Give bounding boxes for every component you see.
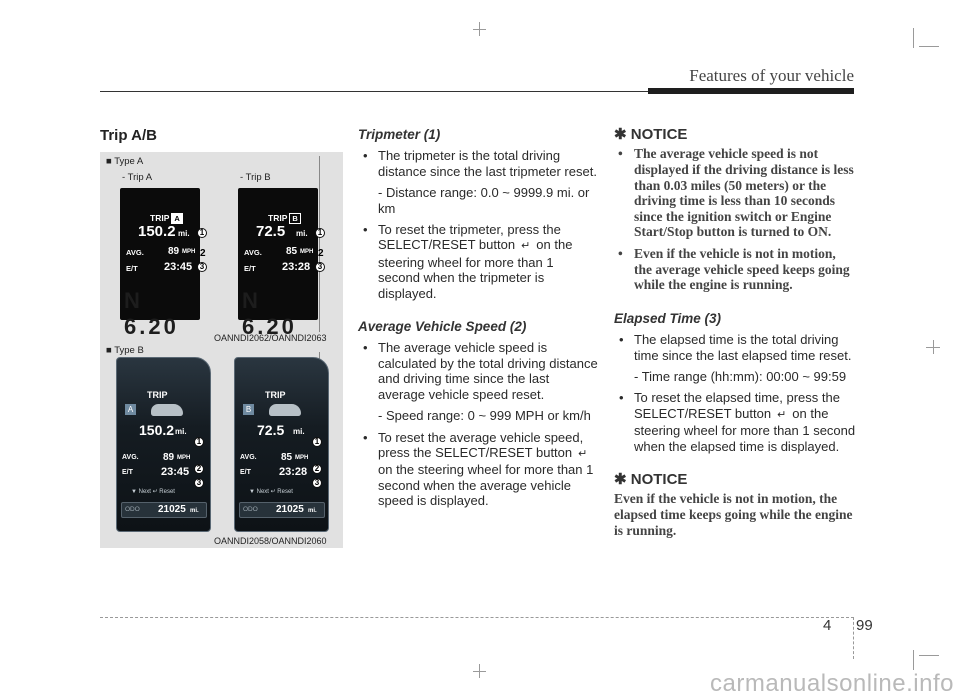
odo-value: 21025: [158, 504, 186, 515]
elapsed-time-heading: Elapsed Time (3): [614, 310, 722, 326]
enter-icon: ↵: [777, 408, 787, 421]
avg-speed: 85: [281, 452, 293, 463]
avg-speed: 89: [168, 246, 180, 257]
trip-title: TRIP: [147, 390, 168, 400]
trip-distance: 72.5: [256, 223, 286, 240]
trip-badge: A: [125, 404, 136, 415]
trip-title: TRIP A: [150, 213, 183, 224]
chapter-number: 4: [823, 617, 832, 634]
type-b-figure-code: OANNDI2058/OANNDI2060: [214, 536, 327, 546]
middle-column: [358, 127, 598, 515]
type-b-label: ■ Type B: [106, 345, 144, 356]
section-title: Trip A/B: [100, 127, 157, 144]
callout-3: 3: [315, 262, 325, 272]
header-tab: [648, 88, 854, 94]
type-a-figure-code: OANNDI2062/OANNDI2063: [214, 333, 327, 343]
elapsed-time: 23:28: [282, 261, 311, 273]
notice-item-1: • The average vehicle speed is not displayed if the driving distance is less than 0.03 miles (50 meters) or the driving time is less than 10 seconds since the ignition switch or Engine Start/Stop button is turned to ON.: [614, 146, 856, 240]
header-title: Features of your vehicle: [689, 66, 854, 85]
footer-divider: [853, 617, 854, 659]
crop-mark: [913, 650, 914, 670]
callout-1: 1: [197, 228, 207, 238]
avg-speed-bullet-2: • To reset the average vehicle speed, press the SELECT/RESET button ↵ on the steering wheel for more than 1 second when the average vehicle speed is displayed.: [358, 430, 598, 509]
trip-distance: 150.2: [138, 223, 176, 240]
watermark: carmanualsonline.info: [710, 670, 954, 697]
avg-label: AVG.: [126, 248, 144, 257]
crop-mark: [919, 655, 939, 656]
callout-2: 2: [194, 464, 204, 474]
crop-mark: [919, 46, 939, 47]
trip-figure: [100, 152, 343, 548]
figure-separator: [319, 156, 320, 332]
type-a-label: ■ Type A: [106, 156, 144, 167]
type-a-trip-b-screen: [238, 188, 318, 339]
trip-distance: 72.5: [257, 422, 285, 438]
callout-2: 2: [312, 464, 322, 474]
et-label: E/T: [126, 264, 138, 273]
callout-1: 1: [315, 228, 325, 238]
notice-item-2: • Even if the vehicle is not in motion, the average vehicle speed keeps going while the engine is running.: [614, 246, 856, 293]
odometer-bar: [121, 502, 207, 518]
callout-3: 3: [312, 478, 322, 488]
avg-label: AVG.: [122, 454, 139, 461]
notice-body-2: Even if the vehicle is not in motion, the elapsed time keeps going while the engine is running.: [614, 491, 853, 538]
distance-unit: mi.: [296, 229, 308, 238]
footer-rule: [100, 617, 854, 618]
elapsed-range: - Time range (hh:mm): 00:00 ~ 99:59: [634, 368, 847, 384]
car-icon: [269, 404, 301, 416]
crop-mark: [913, 28, 914, 48]
odo-label: ODO: [125, 506, 140, 513]
avg-speed-heading: Average Vehicle Speed (2): [358, 319, 527, 335]
crop-mark: [933, 340, 934, 354]
callout-1: 1: [312, 437, 322, 447]
trip-title: TRIP B: [268, 213, 301, 224]
avg-label: AVG.: [240, 454, 257, 461]
elapsed-bullet-2: • To reset the elapsed time, press the SELECT/RESET button ↵ on the steering wheel for more than 1 second when the elapsed time is displayed.: [614, 390, 856, 454]
inactive-segments: N 6.20: [242, 288, 297, 339]
speed-unit: MPH: [300, 249, 314, 255]
crop-mark: [473, 671, 486, 672]
trip-badge: B: [243, 404, 254, 415]
trip-mode-box: B: [289, 213, 300, 224]
notice-heading: ✱ NOTICE: [614, 126, 688, 143]
avg-speed-range: - Speed range: 0 ~ 999 MPH or km/h: [378, 408, 591, 424]
notice-body: [614, 146, 856, 292]
odo-unit: mi.: [190, 508, 199, 514]
callout-2: 2: [318, 248, 324, 259]
avg-speed: 85: [286, 246, 298, 257]
odo-label: ODO: [243, 506, 258, 513]
car-icon: [151, 404, 183, 416]
elapsed-time: 23:45: [164, 261, 193, 273]
odometer-bar: [239, 502, 325, 518]
distance-unit: mi.: [175, 427, 187, 436]
elapsed-bullet-1: • The elapsed time is the total driving time since the last elapsed time reset.: [614, 332, 856, 363]
type-a-trip-b-label: - Trip B: [240, 172, 271, 183]
next-reset-hint: ▼ Next ↵ Reset: [131, 489, 175, 495]
type-a-trip-a-label: - Trip A: [122, 172, 153, 183]
tripmeter-range: - Distance range: 0.0 ~ 9999.9 mi. or km: [378, 185, 590, 216]
notice-heading: ✱ NOTICE: [614, 471, 688, 488]
callout-3: 3: [197, 262, 207, 272]
inactive-segments: N 6.20: [124, 288, 179, 339]
next-reset-hint: ▼ Next ↵ Reset: [249, 489, 293, 495]
speed-unit: MPH: [295, 455, 309, 461]
tripmeter-bullet-1: • The tripmeter is the total driving distance since the last tripmeter reset.: [358, 148, 598, 179]
type-a-trip-a-screen: [120, 188, 200, 339]
crop-mark: [473, 29, 486, 30]
elapsed-time: 23:28: [279, 466, 308, 478]
tripmeter-heading: Tripmeter (1): [358, 127, 441, 142]
odo-unit: mi.: [308, 508, 317, 514]
avg-speed-bullet-1: • The average vehicle speed is calculated by the total driving distance and driving time since the last average vehicle speed reset.: [358, 340, 598, 402]
callout-3: 3: [194, 478, 204, 488]
tripmeter-bullet-2: • To reset the tripmeter, press the SELECT/RESET button ↵ on the steering wheel for more than 1 second when the tripmeter is displayed.: [358, 222, 598, 301]
callout-1: 1: [194, 437, 204, 447]
et-label: E/T: [122, 469, 133, 476]
et-label: E/T: [244, 264, 256, 273]
avg-label: AVG.: [244, 248, 262, 257]
avg-speed: 89: [163, 452, 175, 463]
et-label: E/T: [240, 469, 251, 476]
page-number: 99: [856, 617, 873, 634]
callout-2: 2: [200, 248, 206, 259]
distance-unit: mi.: [178, 229, 190, 238]
odo-value: 21025: [276, 504, 304, 515]
enter-icon: ↵: [521, 240, 531, 253]
elapsed-time: 23:45: [161, 466, 190, 478]
speed-unit: MPH: [177, 455, 191, 461]
enter-icon: ↵: [578, 447, 588, 460]
trip-mode-box: A: [171, 213, 182, 224]
trip-distance: 150.2: [139, 422, 175, 438]
distance-unit: mi.: [293, 427, 305, 436]
right-column: [614, 127, 856, 538]
trip-title: TRIP: [265, 390, 286, 400]
speed-unit: MPH: [182, 249, 196, 255]
